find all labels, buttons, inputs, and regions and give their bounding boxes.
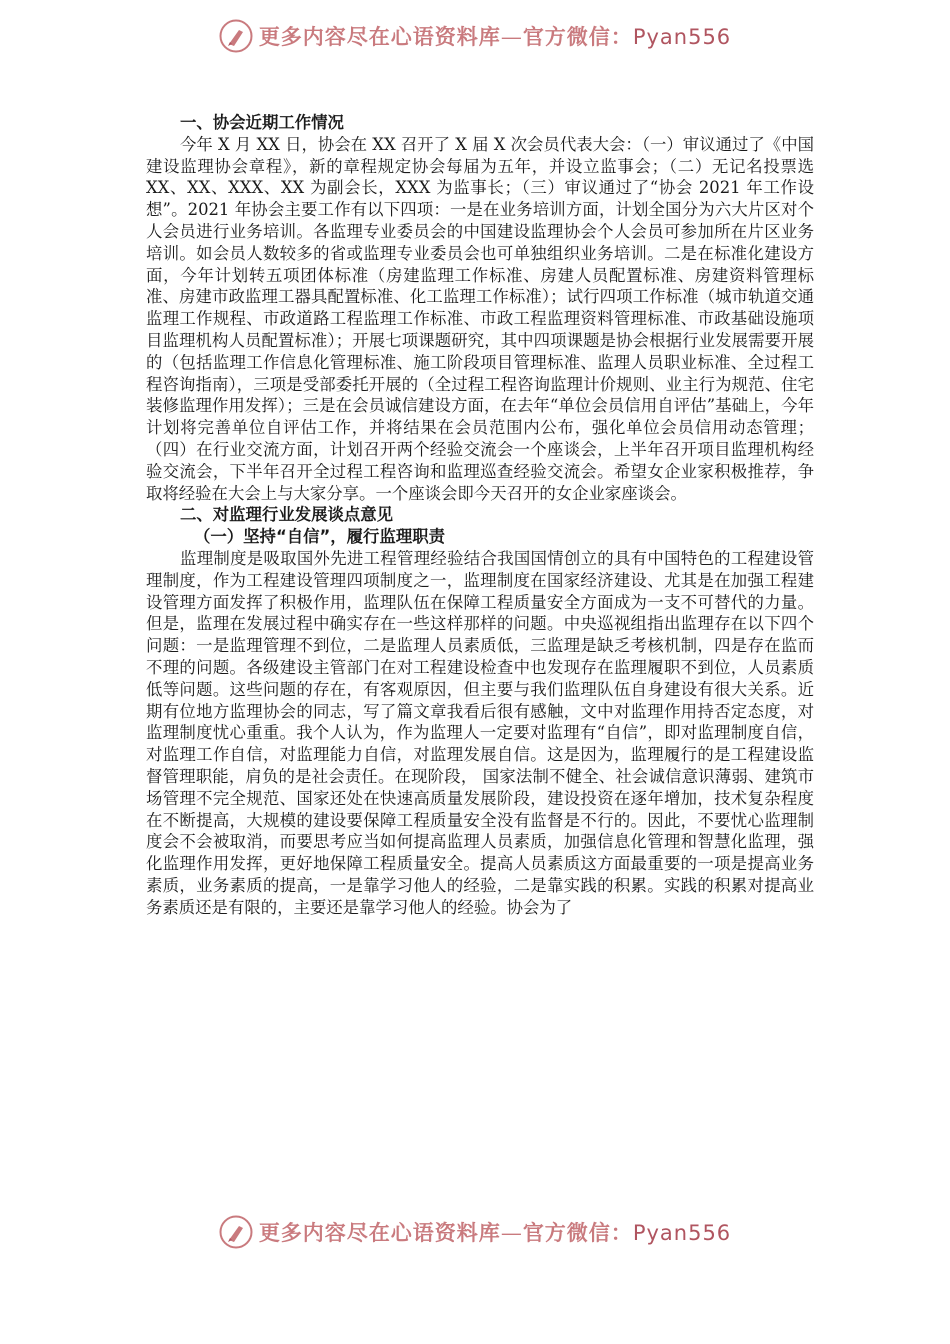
document-body bbox=[146, 112, 814, 918]
header-watermark-banner bbox=[0, 14, 950, 58]
banner-main-text: 更多内容尽在心语资料库 bbox=[258, 1220, 501, 1245]
fountain-pen-nib-icon bbox=[219, 19, 253, 53]
banner-text bbox=[259, 21, 731, 51]
subsection-heading-1: （一）坚持“自信”，履行监理职责 bbox=[194, 527, 446, 547]
section-heading-2: 二、对监理行业发展谈点意见 bbox=[180, 505, 394, 525]
banner-wechat-id: Pyan556 bbox=[632, 1221, 732, 1245]
banner-separator: — bbox=[500, 25, 523, 49]
section-heading-1: 一、协会近期工作情况 bbox=[180, 113, 344, 132]
paragraph-confidence: 监理制度是吸取国外先进工程管理经验结合我国国情创立的具有中国特色的工程建设管理制度，作为工程建设管理四项制度之一，监理制度在国家经济建设、尤其是在加强工程建设管理方面发挥了积极作用，监理队伍在保障工程质量安全方面成为一支不可替代的力量。但是，监理在发展过程中确实存在一些这样那样的问题。中央巡视组指出监理存在以下四个问题：一是监理管理不到位，二是监理人员素质低，三监理是缺乏考核机制，四是存在监而不理的问题。各级建设主管部门在对工程建设检查中也发现存在监理履职不到位，人员素质低等问题。这些问题的存在，有客观原因，但主要与我们监理队伍自身建设有很大关系。近期有位地方监理协会的同志，写了篇文章我看后很有感触，文中对监理作用持否定态度，对监理制度忧心重重。我个人认为，作为监理人一定要对监理有“自信”，即对监理制度自信，对监理工作自信，对监理能力自信，对监理发展自信。这是因为，监理履行的是工程建设监督管理职能，肩负的是社会责任。在现阶段， 国家法制不健全、社会诚信意识薄弱、建筑市场管理不完全规范、国家还处在快速高质量发展阶段，建设投资在逐年增加，技术复杂程度在不断提高，大规模的建设要保障工程质量安全没有监督是不行的。因此，不要忧心监理制度会不会被取消，而要思考应当如何提高监理人员素质，加强信息化管理和智慧化监理，强化监理作用发挥，更好地保障工程质量安全。提高人员素质这方面最重要的一项是提高业务素质，业务素质的提高，一是靠学习他人的经验，二是靠实践的积累。实践的积累对提高业务素质还是有限的，主要还是靠学习他人的经验。协会为了 bbox=[146, 548, 814, 917]
banner-wechat-id: Pyan556 bbox=[632, 25, 732, 49]
banner-text bbox=[259, 1217, 731, 1247]
banner-wechat-label: 官方微信： bbox=[522, 1220, 633, 1245]
banner-main-text: 更多内容尽在心语资料库 bbox=[258, 24, 501, 49]
footer-watermark-banner bbox=[0, 1210, 950, 1254]
fountain-pen-nib-icon bbox=[219, 1215, 253, 1249]
banner-separator: — bbox=[500, 1221, 523, 1245]
banner-wechat-label: 官方微信： bbox=[522, 24, 633, 49]
paragraph-recent-work: 今年 X 月 XX 日，协会在 XX 召开了 X 届 X 次会员代表大会：（一）审议通过了《中国建设监理协会章程》，新的章程规定协会每届为五年，并设立监事会；（二）无记名投票选 XX、XX、XXX、XX 为副会长，XXX 为监事长；（三）审议通过了“协会 2021 年工作设想”。2021 年协会主要工作有以下四项：一是在业务培训方面，计划全国分为六大片区对个人会员进行业务培训。各监理专业委员会的中国建设监理协会个人会员可参加所在片区业务培训。如会员人数较多的省或监理专业委员会也可单独组织业务培训。二是在标准化建设方面，今年计划转五项团体标准（房建监理工作标准、房建人员配置标准、房建资料管理标准、房建市政监理工器具配置标准、化工监理工作标准）；试行四项工作标准（城市轨道交通监理工作规程、市政道路工程监理工作标准、市政工程监理资料管理标准、市政基础设施项目监理机构人员配置标准）；开展七项课题研究，其中四项课题是协会根据行业发展需要开展的（包括监理工作信息化管理标准、施工阶段项目管理标准、监理人员职业标准、全过程工程咨询指南），三项是受部委托开展的（全过程工程咨询监理计价规则、业主行为规范、住宅装修监理作用发挥）；三是在会员诚信建设方面，在去年“单位会员信用自评估”基础上，今年计划将完善单位自评估工作，并将结果在会员范围内公布，强化单位会员信用动态管理；（四）在行业交流方面，计划召开两个经验交流会一个座谈会，上半年召开项目监理机构经验交流会，下半年召开全过程工程咨询和监理巡查经验交流会。希望女企业家积极推荐，争取将经验在大会上与大家分享。一个座谈会即今天召开的女企业家座谈会。 bbox=[146, 134, 814, 503]
